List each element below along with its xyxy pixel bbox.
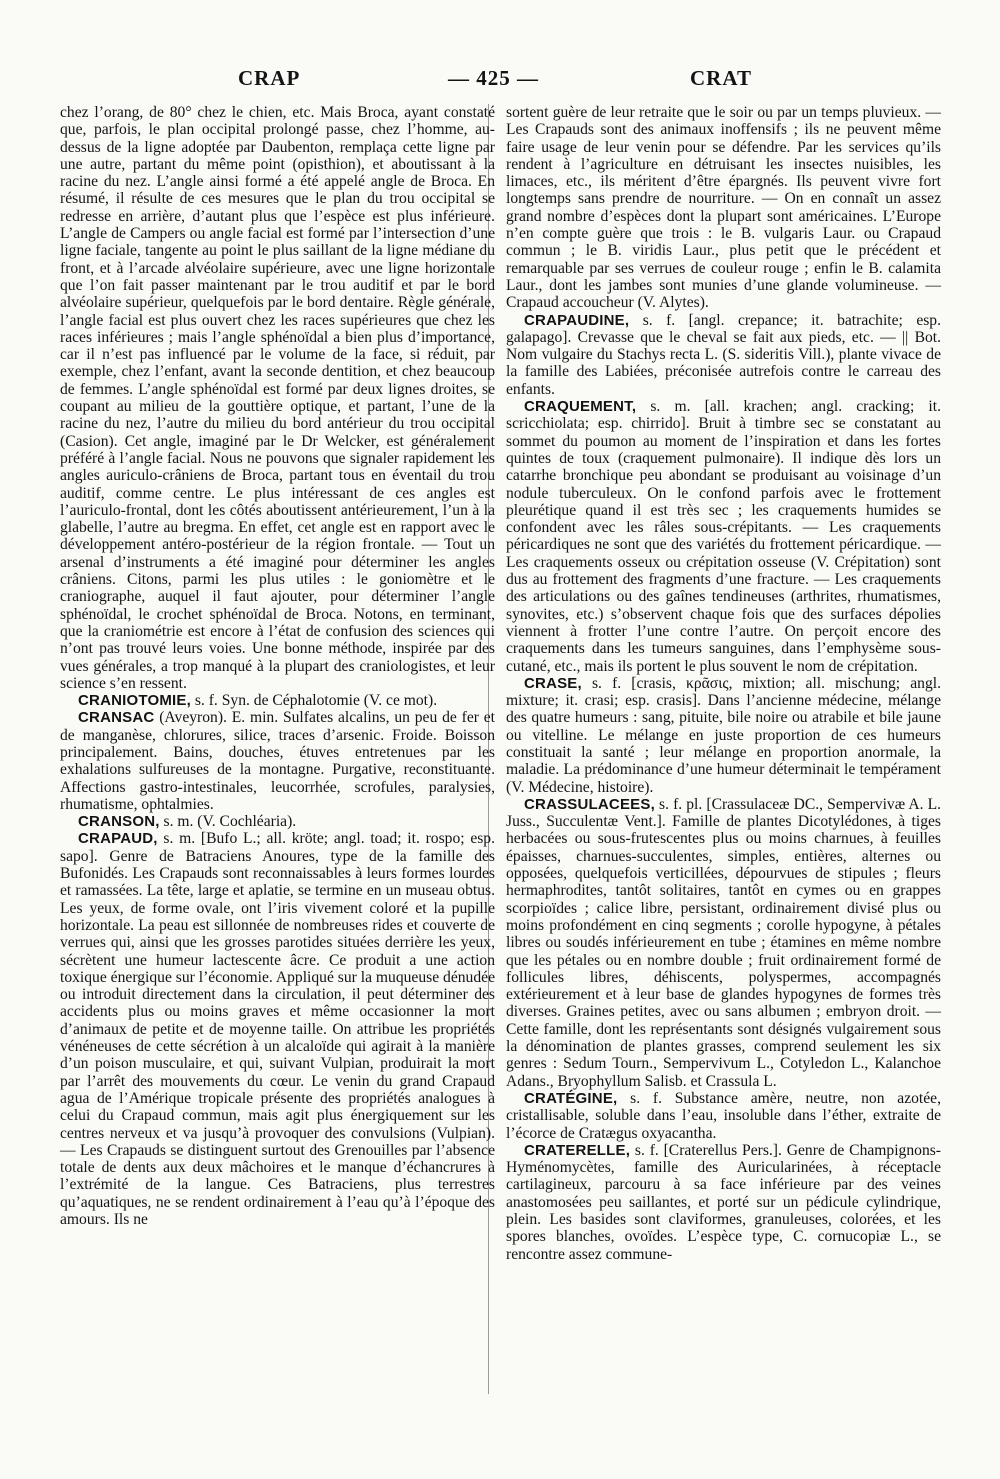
entry-craterelle <box>506 1142 941 1263</box>
page-header <box>0 66 1000 96</box>
entry-craquement <box>506 398 941 675</box>
craniometry-continuation: chez l’orang, de 80° chez le chien, etc. Mais Broca, ayant constaté que, parfois, le plan occipital prolongé passe, chez l’homme, au-dessus de la ligne adoptée par Daubenton, remplaça cette ligne par une autre, partant du même point (opisthion), et aboutissant à la racine du nez. L’angle ainsi formé a été appelé angle de Broca. En résumé, il résulte de ces mesures que le plan du trou occipital se redresse en arrière, d’autant plus que l’espèce est plus inférieure. L’angle de Campers ou angle facial est formé par l’intersection d’une ligne faciale, tangente au point le plus saillant de la ligne médiane du front, et à l’arcade alvéolaire supérieure, avec une ligne horizontale que l’on fait passer maintenant par le trou auditif et par le bord alvéolaire supérieur, quelquefois par le bord dentaire. Règle générale, l’angle facial est plus ouvert chez les races supérieures que chez les races inférieures ; mais l’angle sphénoïdal a bien plus d’importance, car il n’est pas influencé par le volume de la face, si réduit, par exemple, chez l’enfant, avant la seconde dentition, et chez beaucoup de femmes. L’angle sphénoïdal est formé par deux lignes droites, se coupant au milieu de la gouttière optique, et partant, l’une de la racine du nez, l’autre du milieu du bord antérieur du trou occipital (Casion). Cet angle, imaginé par le Dr Welcker, est généralement préféré à l’angle facial. Nous ne pouvons que signaler rapidement les angles auriculo-crâniens de Broca, partant tous en éventail du trou auditif, comme centre. Le plus intéressant de ces angles est l’auriculo-frontal, dont les côtés aboutissent antérieurement, l’un à la glabelle, l’autre au bregma. En effet, cet angle est en rapport avec le développement antéro-postérieur de la région frontale. — Tout un arsenal d’instruments a été imaginé pour déterminer les angles crâniens. Citons, parmi les plus utiles : le goniomètre et le craniographe, auquel il faut ajouter, pour déterminer l’angle sphénoïdal, le crochet sphénoïdal de Broca. Notons, en terminant, que la craniométrie est encore à l’état de confusion des sciences qui n’ont pas trouvé leurs voies. Une bonne méthode, inspirée par des vues générales, a trop manqué à la plupart des craniologistes, et leur science s’en ressent. <box>60 104 495 692</box>
headword: CRAQUEMENT, <box>524 398 637 416</box>
entry-crapaud <box>60 830 495 1228</box>
entry-cranson <box>60 813 495 830</box>
entry-text: s. m. [Bufo L.; all. kröte; angl. toad; it. rospo; esp. sapo]. Genre de Batraciens Anoures, type de la famille des Bufonidés. Les Crapauds sont reconnaissables à leurs formes lourdes et ramassées. La tête, large et aplatie, se termine en un museau obtus. Les yeux, de forme ovale, ont l’iris vivement coloré et la pupille horizontale. La peau est sillonnée de nombreuses rides et couverte de verrues qui, ainsi que les grosses parotides situées derrière les yeux, sécrètent une humeur lactescente âcre. Ce produit a une action toxique énergique sur l’économie. Appliqué sur la muqueuse dénudée ou introduit directement dans la circulation, il peut déterminer des accidents plus ou moins graves et même occasionner la mort d’animaux de petite et de moyenne taille. On attribue les propriétés vénéneuses de cette sécrétion à un alcaloïde qui agirait à la manière d’un poison musculaire, et qui, suivant Vulpian, produirait la mort par l’arrêt des mouvements du cœur. Le venin du grand Crapaud agua de l’Amérique tropicale présente des propriétés analogues à celui du Crapaud commun, mais agit plus énergiquement sur les centres nerveux et va jusqu’à provoquer des convulsions (Vulpian). — Les Crapauds se distinguent surtout des Grenouilles par l’absence totale de dents aux deux mâchoires et le manque d’échancrures à l’extrémité de la langue. Ces Batraciens, plus terrestres qu’aquatiques, ne se rendent ordinairement à l’eau qu’à l’époque des amours. Ils ne <box>60 830 495 1228</box>
entry-text: s. f. [angl. crepance; it. batrachite; esp. galapago]. Crevasse que le cheval se fait aux pieds, etc. — || Bot. Nom vulgaire du Stachys recta L. (S. sideritis Vill.), plante vivace de la famille des Labiées, préconisée autrefois contre le carreau des enfants. <box>506 311 941 398</box>
entry-crase <box>506 675 941 796</box>
headword: CRATÉGINE, <box>524 1089 618 1107</box>
entry-text: s. m. (V. Cochléaria). <box>159 813 297 831</box>
headword: CRAPAUDINE, <box>524 311 630 329</box>
entry-text: s. f. [crasis, κρᾶσις, mixtion; all. mischung; angl. mixture; it. crasi; esp. crasis]. Dans l’ancienne médecine, mélange des quatre humeurs : sang, pituite, bile noire ou atrabile et bile jaune ou vitelline. Le mélange en juste proportion de ces humeurs constituait la santé ; leur mélange en proportion anormale, la maladie. La prédominance d’une humeur déterminait le tempérament (V. Médecine, histoire). <box>506 674 941 796</box>
entry-text: s. f. [Craterellus Pers.]. Genre de Champignons-Hyménomycètes, famille des Auricularinées, à réceptacle cartilagineux, parcouru à sa face inférieure par des veines anastomosées peu saillantes, et porté sur un pédicule cylindrique, plein. Les basides sont claviformes, granuleuses, colorées, et les spores blanches, ovoïdes. L’espèce type, C. cornucopiæ L., se rencontre assez commune- <box>506 1141 941 1263</box>
entry-craniotomie <box>60 692 495 709</box>
entry-text: s. f. Substance amère, neutre, non azotée, cristallisable, soluble dans l’eau, insoluble dans l’éther, extraite de l’écorce de Cratægus oxyacantha. <box>506 1089 941 1142</box>
headword: CRANSAC <box>78 709 155 727</box>
entry-text: (Aveyron). E. min. Sulfates alcalins, un peu de fer et de manganèse, chlorures, silice, traces d’arsenic. Froide. Boisson principalement. Bains, douches, étuves entretenues par les exhalations sulfureuses de la montagne. Purgative, reconstituante. Affections gastro-intestinales, leucorrhée, scrofules, paralysies, rhumatisme, ophtalmies. <box>60 709 495 813</box>
entry-text: s. f. pl. [Crassulaceæ DC., Sempervivæ A. L. Juss., Succulentæ Vent.]. Famille de plantes Dicotylédones, à tiges herbacées ou sous-frutescentes plus ou moins charnues, à feuilles épaisses, charnues-succulentes, simples, entières, alternes ou opposées, quelquefois verticillées, dépourvues de stipules ; fleurs hermaphrodites, tantôt solitaires, tantôt en cymes ou en grappes scorpioïdes ; calice libre, persistant, ordinairement divisé plus ou moins profondément en cinq segments ; corolle hypogyne, à pétales libres ou soudés inférieurement en tube ; étamines en même nombre que les pétales ou en nombre double ; fruit ordinairement formé de follicules libres, déhiscents, polyspermes, accompagnés extérieurement et à leur base de glandes hypogynes de formes très diverses. Graines petites, avec ou sans albumen ; embryon droit. — Cette famille, dont les représentants sont désignés vulgairement sous la dénomination de plantes grasses, comprend seulement les six genres : Sedum Tourn., Sempervivum L., Cotyledon L., Kalanchoe Adans., Bryophyllum Salisb. et Crassula L. <box>506 795 941 1090</box>
headword: CRASSULACEES, <box>524 795 655 813</box>
entry-crategine <box>506 1090 941 1142</box>
page-number: — 425 — <box>448 66 539 90</box>
entry-text: s. m. [all. krachen; angl. cracking; it. scricchiolata; esp. chirrido]. Bruit à timbre sec se constatant au sommet du poumon au moment de l’inspiration et dans les fortes quintes de toux (craquement pulmonaire). Il indique dès lors un catarrhe bronchique peu abondant se produisant au voisinage d’un nodule tuberculeux. On le confond parfois avec le frottement pleurétique quand il est très sec ; les craquements humides se confondent avec les râles sous-crépitants. — Les craquements péricardiques ne sont que des variétés du frottement péricardique. — Les craquements osseux ou crépitation osseuse (V. Crépitation) sont dus au frottement des fragments d’une fracture. — Les craquements des articulations ou des gaînes tendineuses (arthrites, rhumatismes, synovites, etc.) s’observent chaque fois que des surfaces dépolies viennent à frotter l’une contre l’autre. On perçoit encore des craquements dans les tumeurs sanguines, dans l’emphysème sous-cutané, etc., mais ils portent le plus souvent le nom de crépitation. <box>506 398 941 675</box>
entry-crassulacees <box>506 796 941 1090</box>
crapaud-continuation: sortent guère de leur retraite que le soir ou par un temps pluvieux. — Les Crapauds sont des animaux inoffensifs ; ils ne peuvent même faire usage de leur venin pour se défendre. Par les services qu’ils rendent à l’agriculture en détruisant les insectes nuisibles, les limaces, etc., ils méritent d’être épargnés. Ils peuvent vivre fort longtemps sans prendre de nourriture. — On en connaît un assez grand nombre d’espèces dont la plupart sont américaines. L’Europe n’en compte guère que trois : le B. vulgaris Laur. ou Crapaud commun ; le B. viridis Laur., plus petit que le précédent et remarquable par ses verrues de couleur rouge ; enfin le B. calamita Laur., dont les jambes sont munies d’une glande volumineuse. — Crapaud accoucheur (V. Alytes). <box>506 104 941 312</box>
left-column <box>60 104 495 1228</box>
headword: CRANIOTOMIE, <box>78 692 191 710</box>
running-head-right: CRAT <box>690 66 752 90</box>
headword: CRAPAUD, <box>78 830 158 848</box>
entry-crapaudine <box>506 312 941 398</box>
entry-text: s. f. Syn. de Céphalotomie (V. ce mot). <box>190 692 438 710</box>
right-column <box>506 104 941 1263</box>
headword: CRASE, <box>524 674 582 692</box>
running-head-left: CRAP <box>238 66 301 90</box>
headword: CRATERELLE, <box>524 1141 631 1159</box>
headword: CRANSON, <box>78 813 160 831</box>
entry-cransac <box>60 709 495 813</box>
